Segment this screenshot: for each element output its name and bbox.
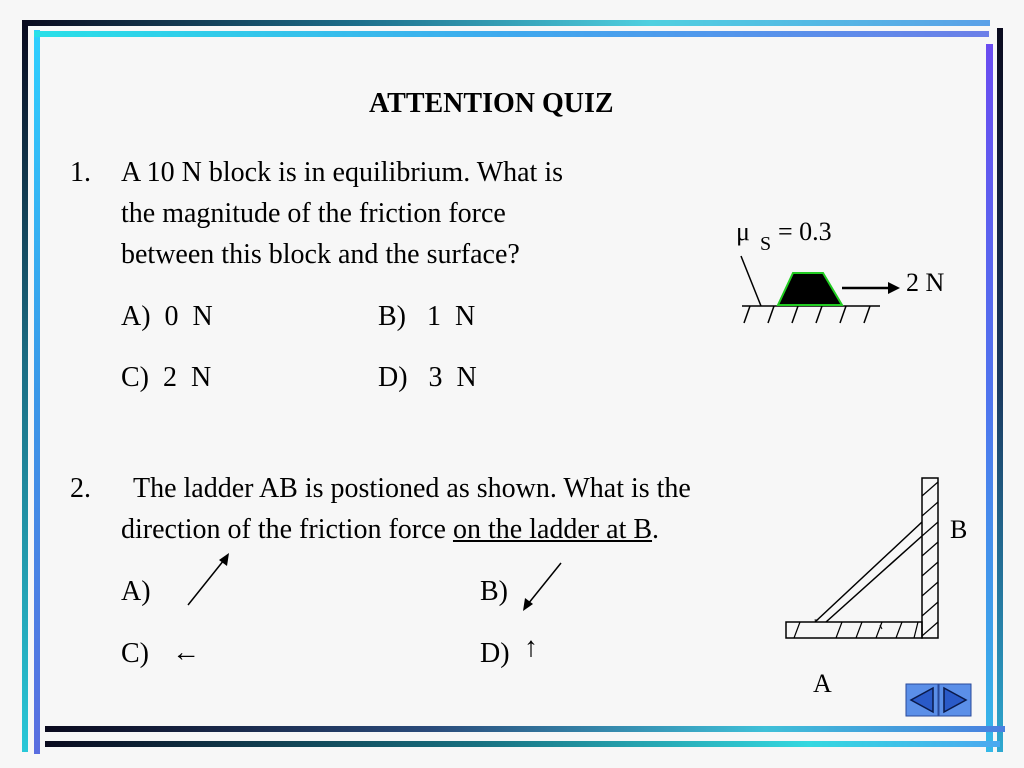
- q1-option-d[interactable]: D) 3 N: [378, 362, 477, 393]
- force-label: 2 N: [906, 268, 945, 297]
- ladder-foot-tick: -: [814, 612, 819, 627]
- q1-text-line-3: between this block and the surface?: [121, 239, 520, 270]
- q1-number: 1.: [70, 157, 91, 188]
- ladder-label-b: B: [950, 515, 968, 544]
- q2-option-b[interactable]: B): [480, 576, 508, 607]
- mu-value: = 0.3: [778, 217, 832, 246]
- q2-option-c-arrow: ←: [172, 637, 200, 668]
- q1-option-a[interactable]: A) 0 N: [121, 301, 213, 332]
- q2-line2-underlined: on the ladder at B: [452, 514, 653, 545]
- q2-line2-suffix: .: [652, 514, 660, 545]
- mu-symbol: μ: [736, 217, 750, 246]
- prev-slide-button[interactable]: [906, 684, 938, 716]
- triangle-left-icon: [906, 684, 938, 716]
- q2-line2-prefix: direction of the friction force: [121, 514, 453, 545]
- q1-option-c[interactable]: C) 2 N: [121, 362, 212, 393]
- slide-title: ATTENTION QUIZ: [369, 88, 614, 119]
- next-slide-button[interactable]: [939, 684, 971, 716]
- q2-text-line-1: The ladder AB is postioned as shown. What is the: [133, 473, 691, 504]
- q1-text-line-1: A 10 N block is in equilibrium. What is: [121, 157, 564, 188]
- q1-text-line-2: the magnitude of the friction force: [121, 198, 506, 229]
- ladder-label-a: A: [813, 669, 832, 698]
- q1-option-b[interactable]: B) 1 N: [378, 301, 476, 332]
- q2-option-d-arrow: ↑: [524, 632, 538, 663]
- q2-number: 2.: [70, 473, 91, 504]
- q2-option-c[interactable]: C): [121, 638, 149, 669]
- q2-option-d[interactable]: D): [480, 638, 510, 669]
- triangle-right-icon: [939, 684, 971, 716]
- mu-subscript: S: [760, 233, 772, 255]
- q2-option-a[interactable]: A): [121, 576, 151, 607]
